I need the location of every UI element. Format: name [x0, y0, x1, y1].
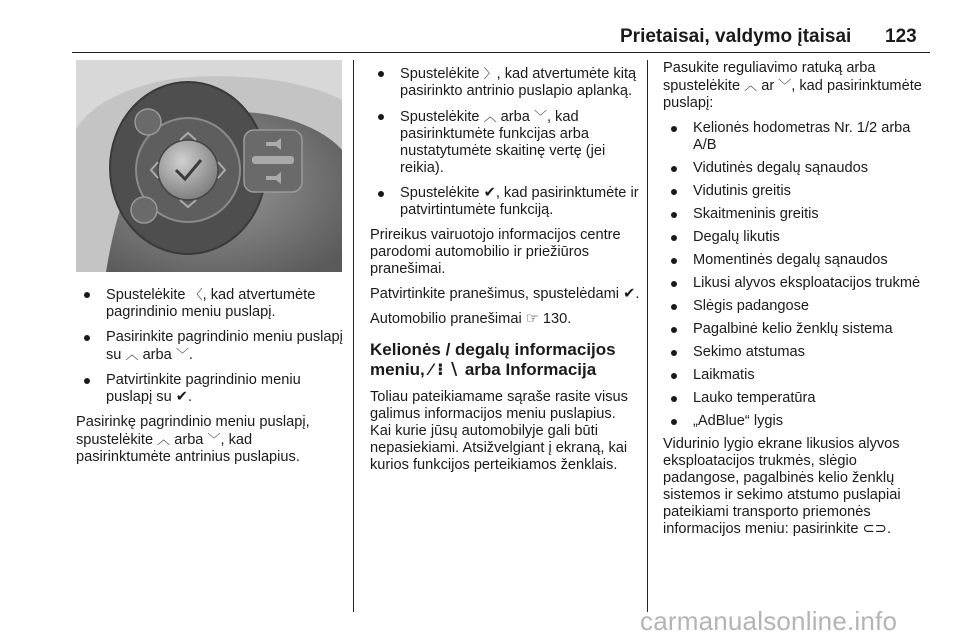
paragraph-submenu: Pasirinkę pagrindinio meniu puslapį, spustelėkite ︿ arba ﹀, kad pasirinktumėte antrinius puslapius. [76, 414, 310, 465]
list-item: Pagalbinė kelio ženklų sistema [663, 321, 931, 338]
chevron-up-icon: ︿ [125, 347, 139, 362]
list-item: Vidutinės degalų sąnaudos [663, 160, 931, 177]
paragraph-info-pages: Toliau pateikiamame sąraše rasite visus galimus informacijos meniu puslapius. Kai kurie jūsų automobilyje gali būti nepasiekiami. Atsižvelgiant į ekraną, kai kurios funkcijos perteikiamos ženklais. [370, 389, 628, 473]
list-item: Sekimo atstumas [663, 344, 931, 361]
header-rule [72, 52, 930, 53]
bullet-list-main-menu [76, 286, 344, 406]
list-item: Spustelėkite 〈, kad atvertumėte pagrindinio meniu puslapį. [76, 286, 344, 321]
check-icon: ✔ [623, 286, 636, 302]
steering-wheel-controls-figure [76, 60, 342, 272]
list-item: Likusi alyvos eksploatacijos trukmė [663, 275, 931, 292]
page-header-title: Prietaisai, valdymo įtaisai [620, 26, 852, 47]
list-item: Pasirinkite pagrindinio meniu puslapį su ︿ arba ﹀. [76, 329, 344, 364]
column-middle [370, 60, 640, 482]
vehicle-icon: ⊂⊃ [862, 521, 888, 537]
list-item: „AdBlue“ lygis [663, 413, 931, 430]
chevron-down-icon: ﹀ [778, 78, 792, 93]
paragraph-confirm: Patvirtinkite pranešimus, spustelėdami ✔. [370, 286, 640, 302]
list-item: Spustelėkite 〉, kad atvertumėte kitą pasirinkto antrinio puslapio aplanką. [370, 65, 640, 100]
column-right [663, 60, 931, 546]
paragraph-vehicle-messages-ref: Automobilio pranešimai ☞ 130. [370, 311, 572, 327]
column-divider [647, 60, 648, 612]
list-item: Slėgis padangose [663, 298, 931, 315]
list-item: Momentinės degalų sąnaudos [663, 252, 931, 269]
column-left [76, 60, 344, 474]
list-item: Spustelėkite ︿ arba ﹀, kad pasirinktumėte funkcijas arba nustatytumėte skaitinę vertę (jei reikia). [370, 108, 640, 177]
bullet-list-submenu [370, 65, 640, 219]
list-item: Lauko temperatūra [663, 390, 931, 407]
column-divider [353, 60, 354, 612]
check-icon: ✔ [483, 185, 496, 201]
section-heading-trip-fuel: Kelionės / degalų informacijos meniu, ⁄ ⁝ ∖ arba Informacija [370, 340, 616, 379]
watermark: carmanualsonline.info [640, 606, 898, 636]
info-pages-list [663, 120, 931, 430]
chevron-down-icon: ﹀ [207, 432, 221, 447]
chevron-down-icon: ﹀ [533, 109, 547, 124]
trip-fuel-icon: ⁄ ⁝ ∖ [429, 360, 461, 379]
chevron-up-icon: ︿ [157, 432, 171, 447]
paragraph-messages: Prireikus vairuotojo informacijos centre parodomi automobilio ir priežiūros pranešimai. [370, 227, 621, 277]
chevron-up-icon: ︿ [483, 109, 497, 124]
page-reference-link[interactable]: 130. [542, 311, 572, 327]
list-item: Patvirtinkite pagrindinio meniu puslapį su ✔. [76, 372, 344, 406]
paragraph-midlevel-display: Vidurinio lygio ekrane likusios alyvos eksploatacijos trukmės, slėgio padangose, pagalbinės kelio ženklų sistemos ir sekimo atstumo puslapiai pateikiami transporto priemonės informacijos meniu: pasirinkite ⊂⊃. [663, 436, 901, 537]
chevron-left-icon: 〈 [189, 287, 203, 302]
list-item: Skaitmeninis greitis [663, 206, 931, 223]
list-item: Vidutinis greitis [663, 183, 931, 200]
page-number: 123 [885, 26, 917, 47]
chevron-right-icon: 〉 [483, 66, 497, 81]
list-item: Degalų likutis [663, 229, 931, 246]
steering-wheel-controls-image [76, 60, 342, 272]
chevron-up-icon: ︿ [744, 78, 758, 93]
paragraph-select-page: Pasukite reguliavimo ratuką arba spustelėkite ︿ ar ﹀, kad pasirinktumėte puslapį: [663, 60, 922, 111]
chevron-down-icon: ﹀ [175, 347, 189, 362]
list-item: Kelionės hodometras Nr. 1/2 arba A/B [663, 120, 931, 154]
page-reference-icon: ☞ [525, 311, 539, 327]
list-item: Laikmatis [663, 367, 931, 384]
list-item: Spustelėkite ✔, kad pasirinktumėte ir patvirtintumėte funkciją. [370, 185, 640, 219]
check-icon: ✔ [175, 389, 189, 405]
